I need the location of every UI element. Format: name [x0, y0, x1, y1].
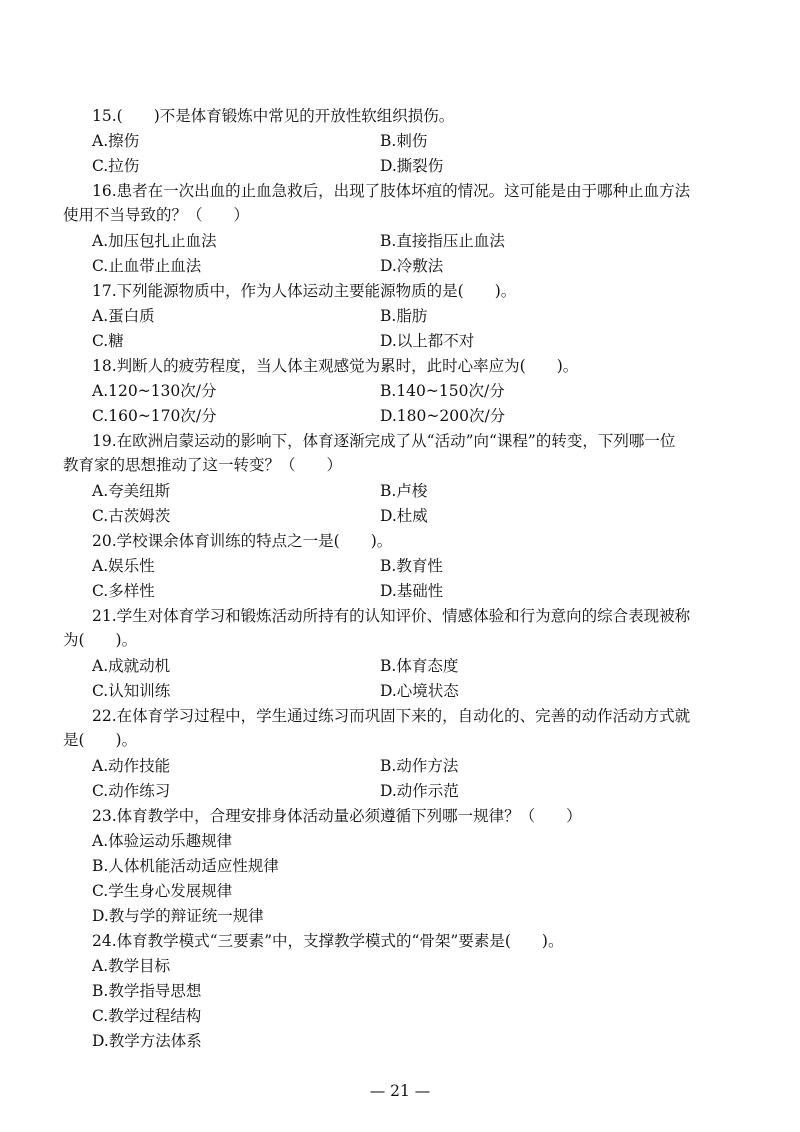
question-17-option-b: B.脂肪	[380, 307, 428, 325]
question-23-stem: 23.体育教学中，合理安排身体活动量必须遵循下列哪一规律？（ ）	[92, 807, 582, 825]
question-21-stem-line-2: 为( )。	[63, 631, 138, 649]
question-16-option-b: B.直接指压止血法	[380, 232, 505, 250]
question-24-option-b: B.教学指导思想	[92, 982, 202, 1000]
question-21-option-a: A.成就动机	[92, 657, 171, 675]
question-23-option-b: B.人体机能活动适应性规律	[92, 857, 279, 875]
question-15-option-b: B.刺伤	[380, 132, 428, 150]
question-22-option-a: A.动作技能	[92, 757, 171, 775]
question-22-stem-line-2: 是( )。	[63, 731, 138, 749]
question-16-stem-line-2: 使用不当导致的？（ ）	[63, 206, 250, 224]
question-23-option-a: A.体验运动乐趣规律	[92, 832, 233, 850]
question-20-stem: 20.学校课余体育训练的特点之一是( )。	[92, 532, 393, 550]
question-22-stem-line-1: 22.在体育学习过程中，学生通过练习而巩固下来的，自动化的、完善的动作活动方式就	[92, 707, 691, 725]
question-18-option-a: A.120~130次/分	[92, 382, 217, 400]
question-19-option-c: C.古茨姆茨	[92, 507, 171, 525]
question-16-option-a: A.加压包扎止血法	[92, 232, 217, 250]
question-20-option-a: A.娱乐性	[92, 557, 155, 575]
question-24-option-a: A.教学目标	[92, 957, 171, 975]
question-17-option-d: D.以上都不对	[380, 332, 475, 350]
question-22-option-b: B.动作方法	[380, 757, 459, 775]
page-number: — 21 —	[369, 1082, 431, 1100]
question-19-option-d: D.杜威	[380, 507, 428, 525]
question-22-option-d: D.动作示范	[380, 782, 459, 800]
question-15-option-c: C.拉伤	[92, 157, 140, 175]
question-23-option-d: D.教与学的辩证统一规律	[92, 907, 264, 925]
question-20-option-d: D.基础性	[380, 582, 444, 600]
question-21-option-d: D.心境状态	[380, 682, 459, 700]
question-19-option-b: B.卢梭	[380, 482, 428, 500]
question-19-stem-line-2: 教育家的思想推动了这一转变？（ ）	[63, 456, 343, 474]
question-18-option-c: C.160~170次/分	[92, 407, 217, 425]
question-15-option-a: A.擦伤	[92, 132, 140, 150]
question-17-stem: 17.下列能源物质中，作为人体运动主要能源物质的是( )。	[92, 282, 517, 300]
question-20-option-b: B.教育性	[380, 557, 443, 575]
question-15-option-d: D.撕裂伤	[380, 157, 444, 175]
question-15-stem: 15.( )不是体育锻炼中常见的开放性软组织损伤。	[92, 107, 455, 125]
question-16-stem-line-1: 16.患者在一次出血的止血急救后，出现了肢体坏疽的情况。这可能是由于哪种止血方法	[92, 182, 691, 200]
question-18-option-b: B.140~150次/分	[380, 382, 505, 400]
question-17-option-c: C.糖	[92, 332, 124, 350]
question-18-option-d: D.180~200次/分	[380, 407, 506, 425]
question-21-option-c: C.认知训练	[92, 682, 171, 700]
question-20-option-c: C.多样性	[92, 582, 155, 600]
question-23-option-c: C.学生身心发展规律	[92, 882, 233, 900]
question-19-stem-line-1: 19.在欧洲启蒙运动的影响下，体育逐渐完成了从“活动”向“课程”的转变，下列哪一位	[92, 432, 676, 450]
question-22-option-c: C.动作练习	[92, 782, 171, 800]
question-17-option-a: A.蛋白质	[92, 307, 155, 325]
question-18-stem: 18.判断人的疲劳程度，当人体主观感觉为累时，此时心率应为( )。	[92, 357, 579, 375]
question-21-stem-line-1: 21.学生对体育学习和锻炼活动所持有的认知评价、情感体验和行为意向的综合表现被称	[92, 607, 691, 625]
question-19-option-a: A.夸美纽斯	[92, 482, 171, 500]
question-24-option-d: D.教学方法体系	[92, 1032, 202, 1050]
question-16-option-d: D.冷敷法	[380, 257, 444, 275]
question-16-option-c: C.止血带止血法	[92, 257, 202, 275]
question-24-option-c: C.教学过程结构	[92, 1007, 202, 1025]
question-24-stem: 24.体育教学模式“三要素”中，支撑教学模式的“骨架”要素是( )。	[92, 932, 564, 950]
question-21-option-b: B.体育态度	[380, 657, 459, 675]
